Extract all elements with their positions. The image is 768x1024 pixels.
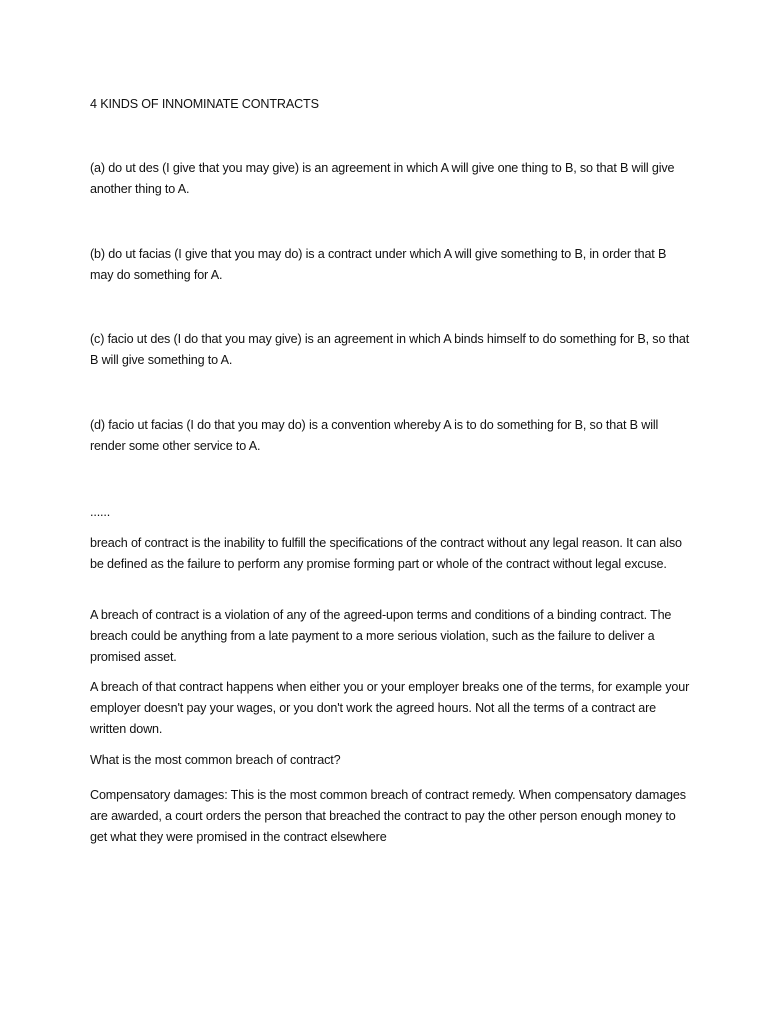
paragraph-text: A breach of contract is a violation of any of the agreed-upon terms and conditions of a binding contract. The breach could be anything from a late payment to a more serious violation, such as the failure to deliver a promised asset. (90, 608, 672, 664)
question-text: What is the most common breach of contract? (90, 753, 341, 767)
common-breach-question (90, 750, 690, 771)
contract-kind-text: (c) facio ut des (I do that you may give) is an agreement in which A binds himself to do something for B, so that B will give something to A. (90, 332, 690, 367)
paragraph-text: Compensatory damages: This is the most common breach of contract remedy. When compensatory damages are awarded, a court orders the person that breached the contract to pay the other person enough money to get what they were promised in the contract elsewhere (90, 788, 686, 844)
contract-kind-text: (a) do ut des (I give that you may give) is an agreement in which A will give one thing to B, so that B will give another thing to A. (90, 161, 675, 196)
paragraph-text: breach of contract is the inability to fulfill the specifications of the contract without any legal reason. It can also be defined as the failure to perform any promise forming part or whole of the contract without legal excuse. (90, 536, 682, 571)
title-text: 4 KINDS OF INNOMINATE CONTRACTS (90, 97, 319, 111)
contract-kind-text: (d) facio ut facias (I do that you may do) is a convention whereby A is to do something for B, so that B will render some other service to A. (90, 418, 659, 453)
contract-kind-d (90, 415, 690, 457)
breach-definition-paragraph (90, 533, 690, 575)
contract-kind-text: (b) do ut facias (I give that you may do) is a contract under which A will give something to B, in order that B may do something for A. (90, 247, 667, 282)
document-title (90, 94, 690, 115)
contract-kind-b (90, 244, 690, 286)
ellipsis-text: ...... (90, 505, 111, 519)
contract-kind-a (90, 158, 690, 200)
contract-kind-c (90, 329, 690, 371)
employment-breach-paragraph (90, 677, 690, 740)
paragraph-text: A breach of that contract happens when either you or your employer breaks one of the terms, for example your employer doesn't pay your wages, or you don't work the agreed hours. Not all the terms of a contract are written down. (90, 680, 690, 736)
compensatory-damages-paragraph (90, 785, 690, 848)
section-separator (90, 502, 690, 523)
breach-violation-paragraph (90, 605, 690, 668)
